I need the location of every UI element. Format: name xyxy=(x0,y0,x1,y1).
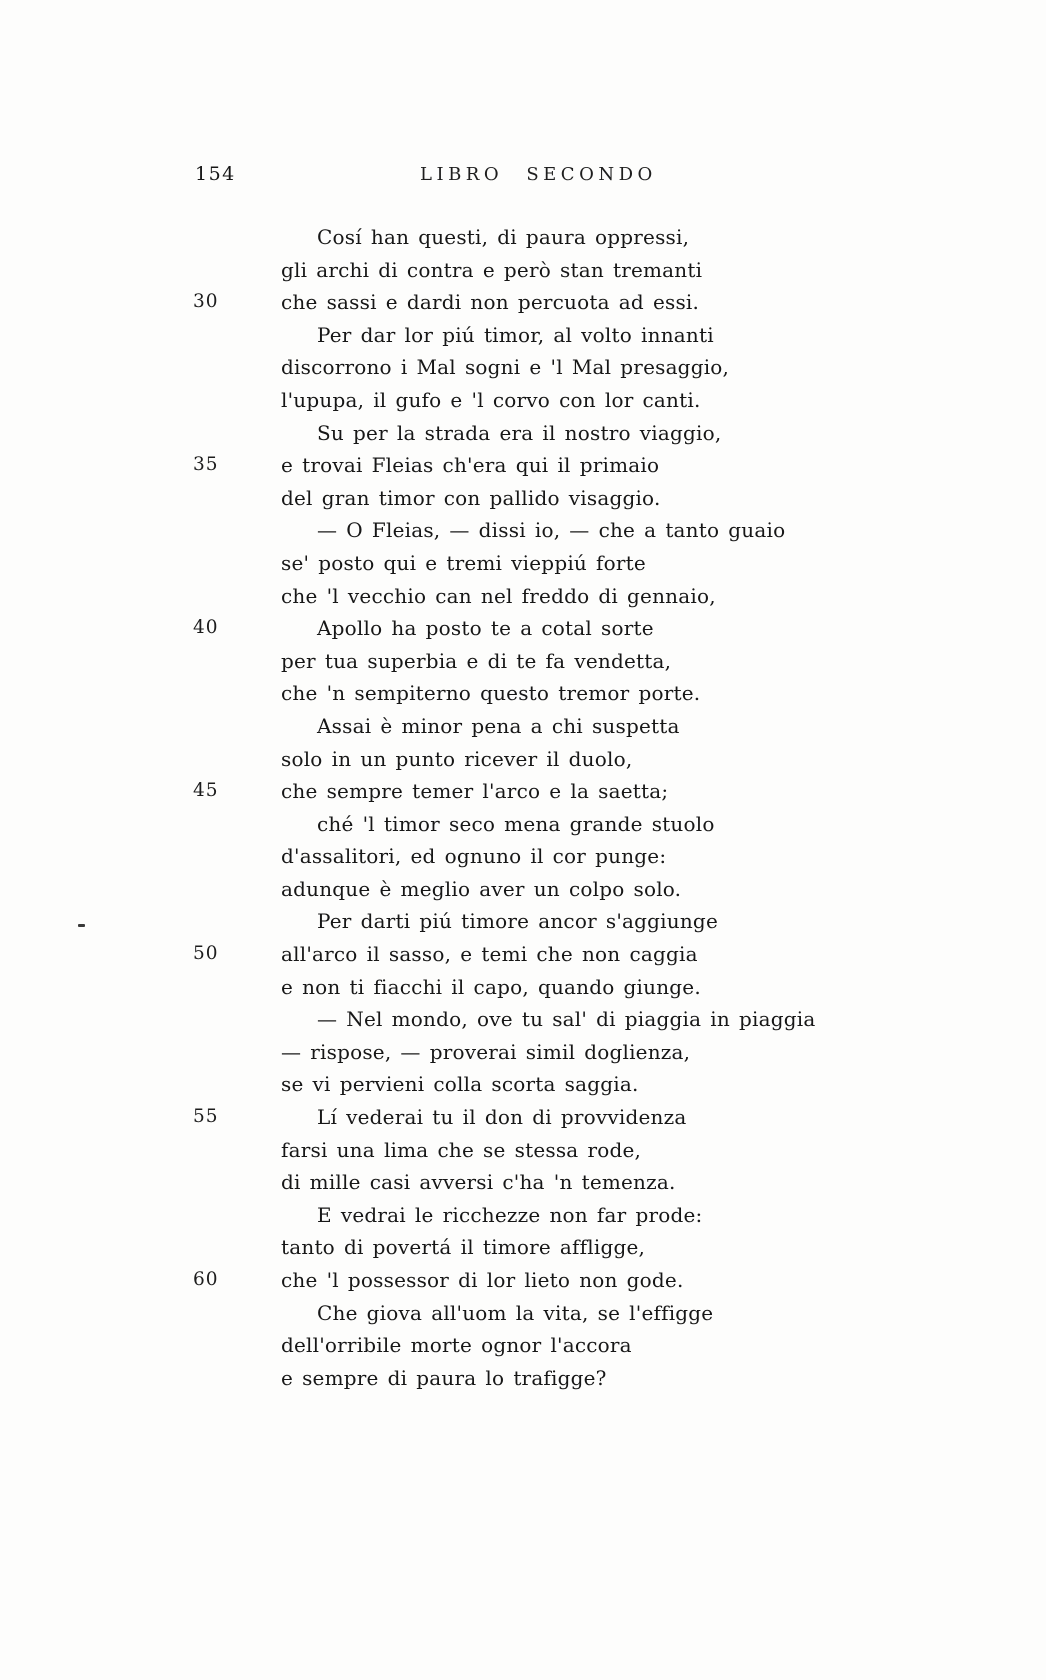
poem-line xyxy=(0,1134,1046,1167)
verse-text: discorrono i Mal sogni e 'l Mal presaggio, xyxy=(281,355,730,380)
verse-text: d'assalitori, ed ognuno il cor punge: xyxy=(281,844,667,869)
poem-line xyxy=(0,612,1046,645)
verse-text: che 'n sempiterno questo tremor porte. xyxy=(281,681,701,706)
verse-text: solo in un punto ricever il duolo, xyxy=(281,746,633,771)
page-number: 154 xyxy=(195,163,236,185)
running-header: LIBRO SECONDO xyxy=(420,164,657,185)
verse-text: E vedrai le ricchezze non far prode: xyxy=(317,1202,703,1227)
poem-line xyxy=(0,449,1046,482)
verse-line-number: 50 xyxy=(193,943,219,965)
verse-line-number: 60 xyxy=(193,1269,219,1290)
verse-line-number: 55 xyxy=(193,1106,219,1128)
verse-text: Che giova all'uom la vita, se l'effigge xyxy=(317,1300,714,1325)
poem-line xyxy=(0,221,1046,254)
poem-line xyxy=(0,1036,1046,1069)
poem-line xyxy=(0,840,1046,873)
poem-line xyxy=(0,1199,1046,1232)
verse-text: Apollo ha posto te a cotal sorte xyxy=(317,616,654,641)
verse-line-number: 30 xyxy=(193,291,219,313)
verse-text: per tua superbia e di te fa vendetta, xyxy=(281,648,672,673)
poem-line xyxy=(0,1068,1046,1101)
poem-line xyxy=(0,384,1046,417)
poem-line xyxy=(0,743,1046,776)
verse-text: — rispose, — proverai simil doglienza, xyxy=(281,1039,691,1064)
verse-text: adunque è meglio aver un colpo solo. xyxy=(281,876,682,901)
verse-line-number: 35 xyxy=(193,454,219,476)
poem-line xyxy=(0,351,1046,384)
poem-line xyxy=(0,1101,1046,1134)
verse-text: che 'l possessor di lor lieto non gode. xyxy=(281,1268,684,1292)
verse-text: Per dar lor piú timor, al volto innanti xyxy=(317,322,714,347)
poem-line xyxy=(0,938,1046,971)
poem-line xyxy=(0,645,1046,678)
verse-text: se vi pervieni colla scorta saggia. xyxy=(281,1072,639,1097)
verse-text: ché 'l timor seco mena grande stuolo xyxy=(317,811,715,836)
verse-text: dell'orribile morte ognor l'accora xyxy=(281,1333,632,1358)
verse-text: di mille casi avversi c'ha 'n temenza. xyxy=(281,1170,676,1195)
poem-line xyxy=(0,1231,1046,1264)
poem-line xyxy=(0,580,1046,613)
verse-text: e trovai Fleias ch'era qui il primaio xyxy=(281,453,660,478)
poem-line xyxy=(0,710,1046,743)
verse-text: Cosí han questi, di paura oppressi, xyxy=(317,225,690,249)
poem-line xyxy=(0,1264,1046,1297)
verse-text: — Nel mondo, ove tu sal' di piaggia in piaggia xyxy=(317,1007,816,1032)
verse-text: Assai è minor pena a chi suspetta xyxy=(317,713,680,738)
verse-line-number: 40 xyxy=(193,617,219,639)
poem-line xyxy=(0,254,1046,287)
verse-text: e sempre di paura lo trafigge? xyxy=(281,1365,607,1390)
poem-line xyxy=(0,677,1046,710)
poem-line xyxy=(0,808,1046,841)
poem-line xyxy=(0,547,1046,580)
verse-text: all'arco il sasso, e temi che non caggia xyxy=(281,942,698,967)
poem-line xyxy=(0,873,1046,906)
verse-text: Per darti piú timore ancor s'aggiunge xyxy=(317,909,718,934)
verse-text: che sempre temer l'arco e la saetta; xyxy=(281,779,669,804)
verse-text: l'upupa, il gufo e 'l corvo con lor canti. xyxy=(281,387,701,412)
poem-line xyxy=(0,971,1046,1004)
poem-line xyxy=(0,319,1046,352)
verse-line-number: 45 xyxy=(193,780,219,802)
verse-text: che 'l vecchio can nel freddo di gennaio, xyxy=(281,583,716,608)
verse-text: Su per la strada era il nostro viaggio, xyxy=(317,420,722,445)
verse-text: del gran timor con pallido visaggio. xyxy=(281,485,661,510)
poem-text-block xyxy=(0,221,1046,1394)
poem-line xyxy=(0,417,1046,450)
poem-line xyxy=(0,775,1046,808)
poem-line xyxy=(0,1166,1046,1199)
poem-line xyxy=(0,1297,1046,1330)
verse-text: tanto di povertá il timore affligge, xyxy=(281,1235,646,1260)
verse-text: gli archi di contra e però stan tremanti xyxy=(281,257,703,282)
verse-text: che sassi e dardi non percuota ad essi. xyxy=(281,290,700,315)
verse-text: Lí vederai tu il don di provvidenza xyxy=(317,1105,687,1130)
poem-line xyxy=(0,514,1046,547)
poem-line xyxy=(0,1003,1046,1036)
verse-text: — O Fleias, — dissi io, — che a tanto guaio xyxy=(317,518,786,543)
poem-line xyxy=(0,286,1046,319)
verse-text: se' posto qui e tremi vieppiú forte xyxy=(281,550,646,575)
poem-line xyxy=(0,482,1046,515)
ink-speck-mark xyxy=(78,924,85,927)
poem-line xyxy=(0,1362,1046,1395)
verse-text: farsi una lima che se stessa rode, xyxy=(281,1137,642,1162)
verse-text: e non ti fiacchi il capo, quando giunge. xyxy=(281,974,701,999)
poem-line xyxy=(0,905,1046,938)
poem-line xyxy=(0,1329,1046,1362)
